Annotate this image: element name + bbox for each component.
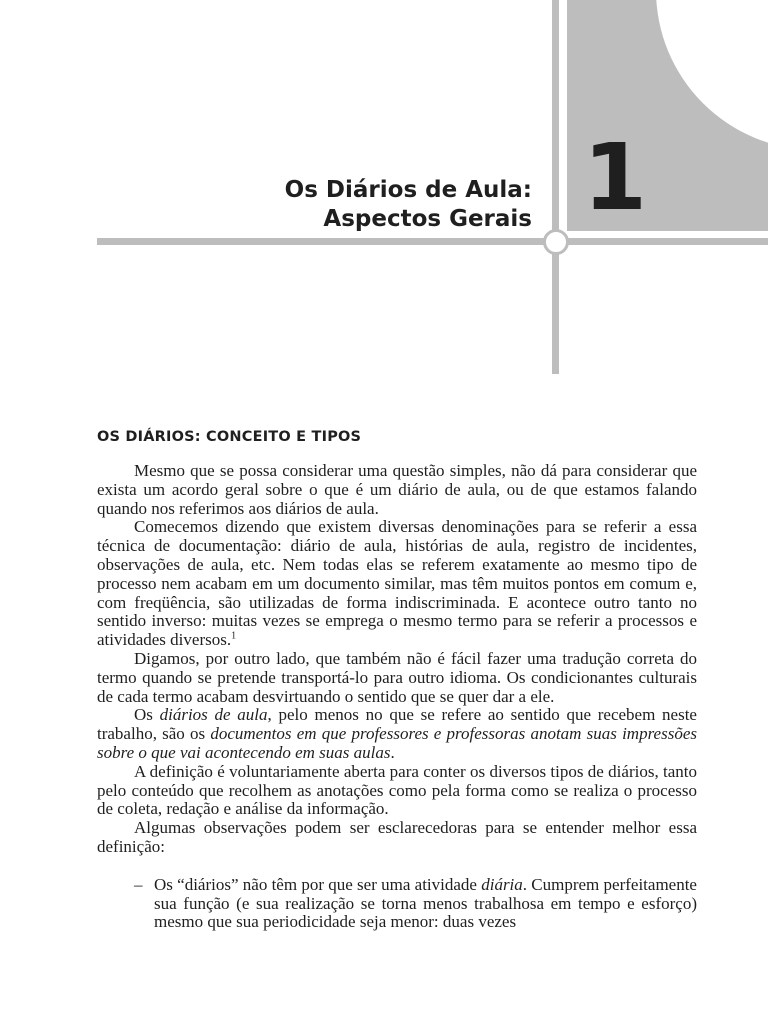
- chapter-title-line-2: Aspectos Gerais: [323, 206, 532, 232]
- paragraph-4: [97, 706, 697, 762]
- paragraph-4-definition: documentos em que professores e professoras anotam suas impressões sobre o que vai acontecendo em suas aulas: [97, 724, 697, 762]
- horizontal-rule: [97, 238, 768, 245]
- chapter-title-line-1: Os Diários de Aula:: [284, 177, 532, 203]
- bullet-text-a: Os “diários” não têm por que ser uma atividade: [154, 874, 482, 894]
- paragraph-4-a: Os: [134, 705, 160, 725]
- bullet-dash: –: [134, 874, 143, 894]
- paragraph-1: Mesmo que se possa considerar uma questão simples, não dá para considerar que exista um acordo geral sobre o que é um diário de aula, ou de que estamos falando quando nos referimos aos diários de aula.: [97, 461, 697, 518]
- paragraph-5: A definição é voluntariamente aberta para conter os diversos tipos de diários, tanto pelo conteúdo que recolhem as anotações como pela forma como se realiza o processo de coleta, redação e análise da informação.: [97, 761, 697, 819]
- bullet-text-c: . Cumprem perfeitamente sua função (e sua realização se torna menos trabalhosa em tempo e esforço) mesmo que sua periodicidade seja menor: duas vezes: [154, 874, 697, 932]
- paragraph-2: [97, 518, 697, 650]
- footnote-ref: 1: [231, 630, 237, 642]
- chapter-title: [285, 176, 532, 234]
- body-text: [97, 462, 697, 932]
- paragraph-2-text: Comecemos dizendo que existem diversas denominações para se referir a essa técnica de documentação: diário de aula, histórias de aula, registro de incidentes, observações de aula, etc. Nem todas elas se referem exatamente ao mesmo tipo de processo nem acabam em um documento similar, mas têm muitos pontos em comum e, com freqüência, são utilizadas de forma indiscriminada. E acontece outro tanto no sentido inverso: muitas vezes se emprega o mesmo termo para se referir a processos e atividades diversos.: [97, 517, 697, 650]
- rule-intersection-circle: [543, 229, 569, 255]
- paragraph-4-c: , pelo menos no que se refere ao sentido que recebem neste trabalho, são os: [97, 705, 697, 744]
- paragraph-4-term: diários de aula: [159, 705, 268, 725]
- vertical-rule: [552, 0, 559, 374]
- bullet-list: [97, 876, 697, 932]
- paragraph-3: Digamos, por outro lado, que também não é fácil fazer uma tradução correta do termo quando se pretende transportá-lo para outro idioma. Os condicionantes culturais de cada termo acabam desvirtuando o sentido que se quer dar a ele.: [97, 648, 697, 706]
- bullet-emphasis: diária: [481, 874, 523, 894]
- paragraph-6: Algumas observações podem ser esclarecedoras para se entender melhor essa definição:: [97, 818, 697, 856]
- chapter-number: 1: [583, 124, 646, 231]
- paragraph-4-e: .: [390, 742, 395, 762]
- section-heading: OS DIÁRIOS: CONCEITO E TIPOS: [97, 429, 362, 445]
- bullet-item: [97, 876, 697, 932]
